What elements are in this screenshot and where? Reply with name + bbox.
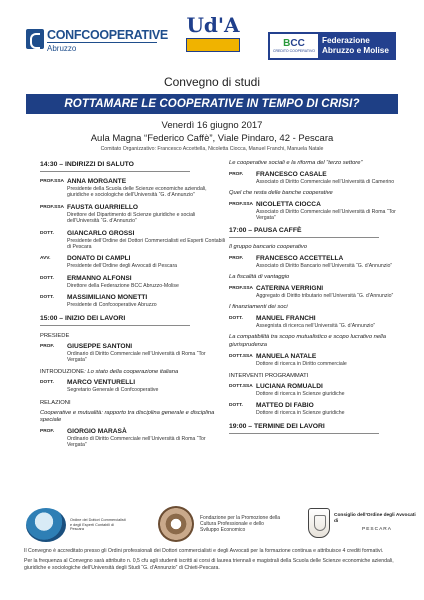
speaker-role: DOTT.: [40, 295, 54, 301]
uda-word: Ud'A: [186, 13, 240, 37]
speaker-entry: [229, 255, 415, 269]
speaker-role: PROF.SSA: [229, 286, 253, 291]
speaker-desc: Dottore di ricerca in Scienze giuridiche: [256, 391, 345, 397]
avvocati-logo: [308, 508, 420, 538]
program-left-column: [40, 160, 226, 454]
interventi-label: INTERVENTI PROGRAMMATI: [229, 373, 309, 379]
speaker-entry: [40, 379, 226, 393]
speaker-desc: Ordinario di Diritto Commerciale nell’Università di Roma “Tor Vergata”: [67, 350, 206, 364]
bcc-badge: [270, 34, 318, 58]
event-venue: Aula Magna “Federico Caffè”, Viale Pindaro, 42 - Pescara: [90, 133, 334, 144]
speaker-entry: [229, 285, 415, 299]
title-banner: ROTTAMARE LE COOPERATIVE IN TEMPO DI CRISI?: [26, 94, 398, 114]
speaker-name: GIUSEPPE SANTONI: [67, 342, 133, 350]
speaker-role: DOTT.: [40, 230, 54, 236]
speaker-name: NICOLETTA CIOCCA: [256, 200, 321, 208]
speaker-desc: Dottore di ricerca in Diritto commerciale: [256, 360, 347, 367]
introduzione-label: INTRODUZIONE: Lo stato della cooperazione italiana: [40, 369, 179, 376]
speaker-name: GIORGIO MARASÀ: [67, 428, 127, 436]
relazioni-label: RELAZIONI: [40, 399, 71, 406]
convegno-label: Convegno di studi: [163, 75, 261, 89]
speaker-desc: Ordinario di Diritto Commerciale nell’Università di Roma “Tor Vergata”: [67, 436, 206, 449]
speaker-entry: [40, 343, 226, 364]
confcooperative-name: CONFCOOPERATIVE: [47, 28, 168, 42]
speaker-entry: [229, 353, 415, 367]
talk-title: Quel che resta delle banche cooperative: [229, 190, 333, 196]
speaker-desc: Assegnista di ricerca nell’Università “G. d’Annunzio”: [256, 323, 376, 329]
talk-title: Cooperative e mutualità: rapporto tra disciplina generale e disciplina speciale: [40, 409, 215, 424]
talk-title: La compatibilità tra scopo mutualistico e scopo lucrativo nella giurisprudenza: [229, 334, 386, 348]
talk-title: Il gruppo bancario cooperativo: [229, 244, 307, 251]
speaker-desc: Presidente di Confcooperative Abruzzo: [67, 302, 157, 309]
speaker-entry: [40, 178, 226, 199]
speaker-role: DOTT.: [229, 316, 243, 321]
speaker-name: ANNA MORGANTE: [67, 178, 127, 185]
speaker-name: MANUELA NATALE: [256, 352, 317, 360]
speaker-desc: Presidente dell’Ordine dei Dottori Commercialisti ed Esperti Contabili di Pescara: [67, 237, 225, 251]
speaker-entry: [229, 402, 415, 416]
title-block: [0, 74, 424, 153]
speaker-role: DOTT.SSA: [229, 384, 253, 389]
section-lavori: 15:00 – INIZIO DEI LAVORI: [40, 314, 190, 326]
footer-logos: [0, 500, 424, 548]
odcec-logo: [26, 508, 126, 542]
speaker-desc: Associato di Diritto Commerciale nell’Università di Roma “Tor Vergata”: [256, 208, 396, 221]
speaker-desc: Associato di Diritto Bancario nell’Università “G. d’Annunzio”: [256, 263, 393, 269]
speaker-desc: Direttore della Federazione BCC Abruzzo-Molise: [67, 282, 179, 289]
header-logos: [0, 0, 424, 72]
fondazione-text: Fondazione per la Promozione della Cultura Professionale e dello Sviluppo Economico: [200, 515, 281, 533]
speaker-name: ERMANNO ALFONSI: [67, 274, 132, 282]
confcooperative-logo: [26, 28, 168, 54]
fondazione-seal-icon: [158, 506, 194, 542]
footer-notes: [24, 548, 404, 575]
speaker-desc: Associato di Diritto Commerciale nell’Università di Camerino: [256, 178, 395, 185]
note-cfu: Per la frequenza al Convegno sarà attribuito n. 0,5 cfu agli studenti iscritti ai corsi di laurea triennali e magistrali della Scuola delle Scienze economiche aziendali, giuridiche e sociologiche dell’Università degli Studi “G. d’Annunzio” di Chieti-Pescara.: [24, 558, 394, 571]
speaker-entry: [229, 201, 415, 222]
speaker-name: MANUEL FRANCHI: [256, 315, 316, 322]
organizing-committee: Comitato Organizzativo: Francesco Accettella, Nicoletta Ciocca, Manuel Franchi, Manuela Natale: [100, 146, 324, 152]
speaker-entry: [229, 315, 415, 329]
speaker-desc: Direttore del Dipartimento di Scienze giuridiche e sociali dell’Università “G. d’Annunzio”: [67, 211, 196, 225]
speaker-role: DOTT.: [229, 403, 243, 409]
uda-logo: [184, 14, 242, 60]
talk-title: I finanziamenti dei soci: [229, 304, 288, 311]
odcec-emblem-icon: [26, 508, 66, 542]
speaker-name: FRANCESCO CASALE: [256, 170, 327, 178]
speaker-name: FRANCESCO ACCETTELLA: [256, 255, 344, 262]
speaker-role: DOTT.: [40, 380, 54, 386]
bcc-logo: [268, 32, 396, 60]
speaker-name: CATERINA VERRIGNI: [256, 285, 324, 292]
fondazione-logo: [158, 506, 284, 542]
speaker-role: AVV.: [40, 256, 51, 262]
speaker-name: GIANCARLO GROSSI: [67, 229, 135, 237]
bcc-word: BCC: [283, 37, 305, 49]
speaker-role: PROF.: [229, 171, 244, 177]
speaker-desc: Aggregato di Diritto tributario nell’Università “G. d’Annunzio”: [256, 293, 394, 299]
speaker-name: FAUSTA GUARRIELLO: [67, 203, 139, 211]
speaker-desc: Presidente della Scuola delle Scienze economiche aziendali, giuridiche e sociologiche dell’Università “G. d’Annunzio”: [67, 186, 207, 199]
bcc-line1: Federazione: [322, 36, 370, 45]
speaker-entry: [40, 294, 226, 308]
speaker-role: PROF.SSA: [40, 204, 64, 210]
program-right-column: [229, 160, 415, 440]
speaker-name: MATTEO DI FABIO: [256, 402, 314, 410]
speaker-entry: [229, 383, 415, 397]
odcec-text: Ordine dei Dottori Commercialisti e degli Esperti Contabili di Pescara: [70, 518, 126, 532]
bcc-line2: Abruzzo e Molise: [322, 46, 389, 55]
speaker-name: MARCO VENTURELLI: [67, 379, 136, 387]
speaker-role: DOTT.: [40, 275, 54, 281]
speaker-role: DOTT.SSA: [229, 353, 253, 359]
avvocati-city: PESCARA: [362, 527, 392, 532]
section-pausa: 17:00 – PAUSA CAFFÈ: [229, 226, 379, 238]
speaker-entry: [40, 275, 226, 289]
speaker-name: LUCIANA ROMUALDI: [256, 383, 323, 390]
section-saluti: 14:30 – INDIRIZZI DI SALUTO: [40, 160, 190, 172]
speaker-role: PROF.SSA: [229, 201, 253, 207]
speaker-entry: [40, 255, 226, 269]
speaker-desc: Dottore di ricerca in Scienze giuridiche: [256, 410, 345, 417]
speaker-entry: [229, 171, 415, 185]
speaker-desc: Segretario Generale di Confcooperative: [67, 387, 159, 394]
note-accreditation: Il Convegno è accreditato presso gli Ordini professionali dei Dottori commercialisti e degli Avvocati per la formazione continua e attribuisce 4 crediti formativi.: [24, 548, 384, 554]
talk-title: Le cooperative sociali e la riforma del “terzo settore”: [229, 160, 363, 166]
confcooperative-mark-icon: [26, 29, 44, 49]
confcooperative-region: Abruzzo: [47, 42, 157, 54]
event-date: Venerdì 16 giugno 2017: [161, 120, 263, 131]
speaker-name: DONATO DI CAMPLI: [67, 255, 131, 263]
uda-bar-icon: [186, 38, 240, 52]
speaker-name: MASSIMILIANO MONETTI: [67, 294, 148, 302]
speaker-role: PROF.: [40, 343, 55, 349]
presiede-label: PRESIEDE: [40, 332, 70, 339]
speaker-desc: Presidente dell’Ordine degli Avvocati di Pescara: [67, 263, 178, 270]
bcc-sub: CREDITO COOPERATIVO: [272, 48, 316, 53]
speaker-role: PROF.SSA: [40, 179, 64, 184]
speaker-entry: [40, 230, 226, 251]
section-termine: 19:00 – TERMINE DEI LAVORI: [229, 422, 379, 434]
talk-title: La fiscalità di vantaggio: [229, 274, 290, 281]
speaker-role: PROF.: [229, 256, 244, 261]
speaker-entry: [40, 428, 226, 449]
avvocati-crest-icon: [308, 508, 330, 538]
speaker-entry: [40, 204, 226, 225]
avvocati-title: Consiglio dell’Ordine degli Avvocati di: [334, 513, 416, 524]
speaker-role: PROF.: [40, 429, 55, 435]
